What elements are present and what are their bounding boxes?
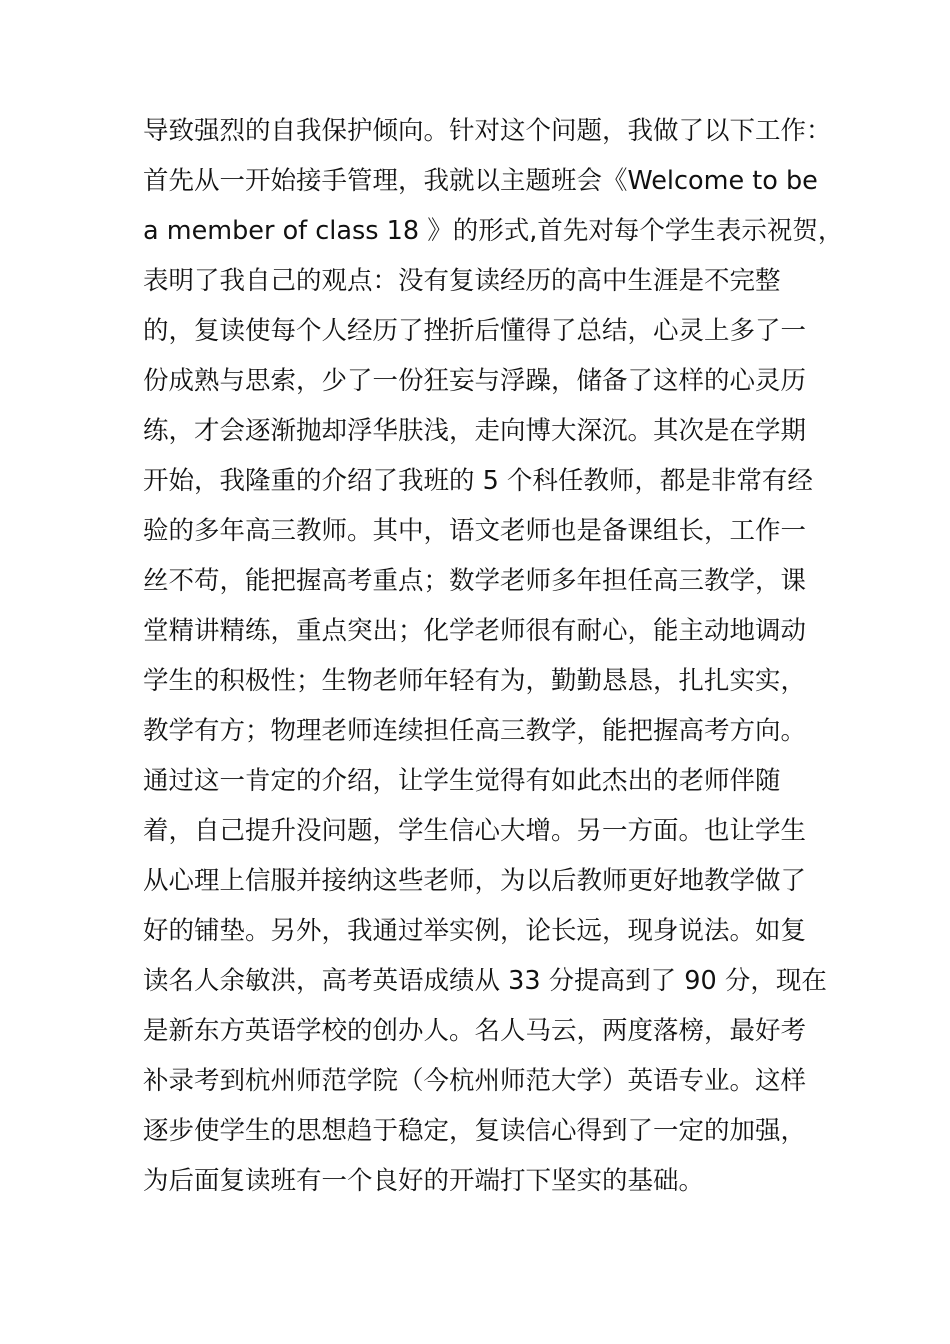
text-line: 份成熟与思索，少了一份狂妄与浮躁，储备了这样的心灵历: [143, 366, 807, 396]
text-line: 练，才会逐渐抛却浮华肤浅，走向博大深沉。其次是在学期: [143, 416, 807, 446]
body-paragraph: [143, 106, 843, 1206]
text-line: 开始，我隆重的介绍了我班的 5 个科任教师，都是非常有经: [143, 466, 813, 496]
text-line: 堂精讲精练，重点突出；化学老师很有耐心，能主动地调动: [143, 616, 807, 646]
text-line: a member of class 18 》的形式,首先对每个学生表示祝贺，: [143, 216, 844, 246]
text-line: 是新东方英语学校的创办人。名人马云，两度落榜，最好考: [143, 1016, 807, 1046]
text-line: 读名人余敏洪，高考英语成绩从 33 分提高到了 90 分，现在: [143, 966, 827, 996]
text-line: 从心理上信服并接纳这些老师，为以后教师更好地教学做了: [143, 866, 807, 896]
text-line: 教学有方；物理老师连续担任高三教学，能把握高考方向。: [143, 716, 807, 746]
text-line: 学生的积极性；生物老师年轻有为，勤勤恳恳，扎扎实实，: [143, 666, 807, 696]
text-line: 通过这一肯定的介绍，让学生觉得有如此杰出的老师伴随: [143, 766, 781, 796]
text-line: 的，复读使每个人经历了挫折后懂得了总结，心灵上多了一: [143, 316, 807, 346]
text-line: 好的铺垫。另外，我通过举实例，论长远，现身说法。如复: [143, 916, 807, 946]
text-line: 为后面复读班有一个良好的开端打下坚实的基础。: [143, 1166, 705, 1196]
text-line: 着，自己提升没问题，学生信心大增。另一方面。也让学生: [143, 816, 807, 846]
text-line: 导致强烈的自我保护倾向。针对这个问题，我做了以下工作：: [143, 116, 832, 146]
text-line: 首先从一开始接手管理，我就以主题班会《Welcome to be: [143, 166, 818, 196]
text-line: 验的多年高三教师。其中，语文老师也是备课组长，工作一: [143, 516, 807, 546]
text-line: 表明了我自己的观点：没有复读经历的高中生涯是不完整: [143, 266, 781, 296]
text-line: 补录考到杭州师范学院（今杭州师范大学）英语专业。这样: [143, 1066, 807, 1096]
text-line: 丝不苟，能把握高考重点；数学老师多年担任高三教学，课: [143, 566, 807, 596]
text-line: 逐步使学生的思想趋于稳定，复读信心得到了一定的加强，: [143, 1116, 807, 1146]
